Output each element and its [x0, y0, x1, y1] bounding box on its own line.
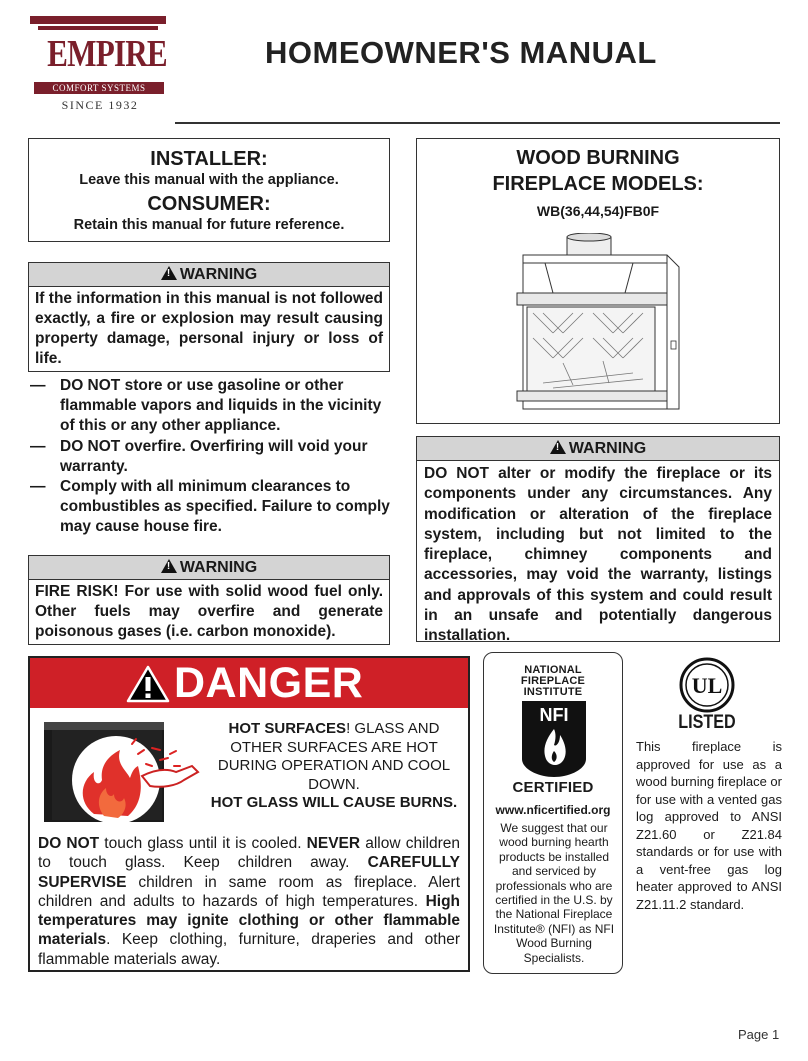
hot-surfaces-bold: HOT SURFACES: [228, 720, 347, 737]
warning-box-modification: [416, 436, 780, 645]
list-item-text: DO NOT store or use gasoline or other flammable vapors and liquids in the vicinity of this or any other appliance.: [60, 377, 382, 435]
warning-list: [30, 376, 390, 538]
nfi-certified-box: [483, 652, 623, 974]
model-numbers: WB(36,44,54)FB0F: [536, 203, 660, 219]
list-dash: —: [30, 437, 46, 455]
nfi-flame-logo-icon: [520, 699, 588, 779]
list-item: [30, 437, 390, 477]
danger-bold: DO NOT: [38, 835, 100, 852]
nfi-logo-text: NFI: [539, 705, 569, 725]
ul-listed-label: LISTED: [678, 712, 736, 733]
installer-consumer-box: [28, 138, 390, 242]
warning-triangle-icon: [550, 440, 566, 454]
warning-label: WARNING: [568, 440, 647, 457]
warning-box-explosion: [28, 262, 390, 372]
warning-header: [29, 556, 389, 580]
danger-text: allow children to touch glass. Keep children away.: [38, 835, 460, 872]
logo-since: SINCE 1932: [61, 98, 139, 112]
list-item: [30, 376, 390, 437]
warning-triangle-icon: [161, 559, 177, 573]
danger-label: DANGER: [174, 659, 364, 707]
warning-text: If the information in this manual is not followed exactly, a fire or explosion may result causing property damage, personal injury or loss of life.: [35, 290, 383, 367]
danger-bold: High temperatures may ignite clothing or other flammable materials: [38, 892, 460, 949]
list-dash: —: [30, 478, 46, 496]
consumer-text: Retain this manual for future reference.: [73, 217, 345, 233]
page-title: HOMEOWNER'S MANUAL: [265, 35, 657, 70]
warning-text: FIRE RISK! For use with solid wood fuel only. Other fuels may overfire and generate poisonous gases (i.e. carbon monoxide).: [35, 583, 383, 640]
warning-triangle-icon: [161, 266, 177, 280]
hot-glass-warning: HOT GLASS WILL CAUSE BURNS.: [210, 794, 458, 811]
consumer-heading: CONSUMER:: [147, 193, 271, 215]
header-divider: [175, 122, 780, 124]
nfi-url: www.nficertified.org: [495, 803, 611, 817]
hot-surfaces-text: ! GLASS AND OTHER SURFACES ARE HOT DURING OPERATION AND COOL DOWN.: [217, 720, 451, 793]
warning-label: WARNING: [179, 266, 258, 283]
nfi-org-line: NATIONAL: [524, 664, 582, 676]
warning-label: WARNING: [179, 559, 258, 576]
models-heading-line1: WOOD BURNING: [516, 147, 680, 169]
danger-body-text: [38, 834, 460, 969]
danger-banner: [30, 658, 468, 708]
danger-text: . Keep clothing, furniture, draperies and other flammable materials away.: [38, 931, 460, 968]
warning-header: [417, 437, 779, 461]
warning-header: [29, 263, 389, 287]
danger-text: children in same room as fireplace. Alert children and adults to hazards of high temperatures.: [38, 873, 460, 910]
danger-bold: CAREFULLY SUPERVISE: [38, 854, 460, 891]
danger-box: [28, 656, 470, 972]
warning-box-fire-risk: [28, 555, 390, 645]
nfi-org-line: INSTITUTE: [523, 686, 583, 698]
list-item-text: Comply with all minimum clearances to combustibles as specified. Failure to comply may cause house fire.: [60, 478, 390, 536]
danger-triangle-icon: [126, 665, 170, 703]
fireplace-illustration: [513, 233, 683, 415]
nfi-description: We suggest that our wood burning hearth products be installed and serviced by professionals who are certified in the U.S. by the National Fireplace Institute® (NFI) as NFI Wood Burning Specialists.: [493, 821, 615, 965]
models-heading-line2: FIREPLACE MODELS:: [492, 173, 704, 195]
hot-surface-burn-icon: [42, 718, 202, 826]
list-item: [30, 477, 390, 538]
logo-brand-name: EMPIRE: [47, 33, 167, 75]
ul-mark: UL: [691, 673, 723, 698]
danger-bold: NEVER: [306, 835, 361, 852]
page-number: Page 1: [738, 1027, 780, 1042]
installer-text: Leave this manual with the appliance.: [79, 172, 339, 188]
logo-tagline: COMFORT SYSTEMS: [34, 82, 164, 94]
logo-roof-bar: [30, 16, 166, 24]
logo-roof-bar-2: [38, 26, 158, 30]
models-box: [416, 138, 780, 424]
hot-surfaces-notice: [210, 720, 458, 813]
warning-text: DO NOT alter or modify the fireplace or its components under any circumstances. Any modification or alteration of the fireplace system, including but not limited to the fireplace, chimney components and accessories, may void the warranty, listings and approvals of this system and could result in an unsafe and potentially dangerous installation.: [424, 465, 772, 645]
installer-heading: INSTALLER:: [150, 148, 268, 170]
list-item-text: DO NOT overfire. Overfiring will void your warranty.: [60, 437, 368, 475]
danger-text: touch glass until it is cooled.: [99, 835, 307, 852]
nfi-org-line: FIREPLACE: [520, 675, 586, 687]
ul-approval-text: This fireplace is approved for use as a wood burning fireplace or for use with a vented gas log approved to ANSI Z21.60 or Z21.84 standards or for use with a vent-free gas log heater approved to ANSI Z21.11.2 standard.: [636, 739, 782, 912]
empire-logo: [30, 16, 168, 112]
list-dash: —: [30, 377, 46, 394]
nfi-certified-label: CERTIFIED: [512, 779, 594, 796]
nfi-org-name: [484, 665, 622, 698]
ul-listed-logo-icon: [671, 656, 743, 714]
models-heading: [417, 145, 779, 197]
